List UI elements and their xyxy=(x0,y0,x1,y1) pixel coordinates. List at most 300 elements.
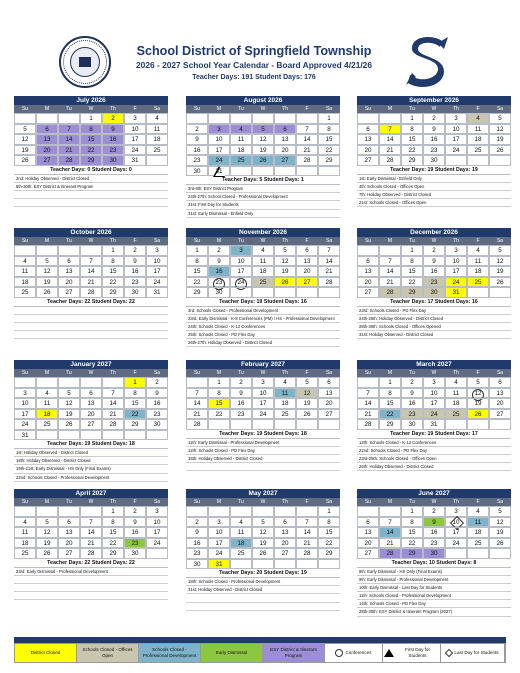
month-note: 12th: Schools Closed - K-12 Conferences xyxy=(357,439,511,447)
day-cell: 13 xyxy=(357,134,379,145)
day-cell: 25 xyxy=(36,419,58,430)
empty-cell xyxy=(445,419,467,430)
day-cell: 15 xyxy=(124,398,146,409)
day-cell: 11 xyxy=(445,388,467,399)
empty-cell xyxy=(489,548,511,559)
district-name: School District of Springfield Township xyxy=(136,44,372,58)
empty-cell xyxy=(357,506,379,517)
day-cell: 4 xyxy=(467,113,489,124)
day-cell: 21 xyxy=(102,409,124,420)
day-cell: 11 xyxy=(146,124,168,135)
weekday-header xyxy=(14,105,168,113)
weekday-label: Th xyxy=(110,499,116,505)
month-june-2027 xyxy=(357,489,511,617)
empty-cell xyxy=(274,287,296,298)
day-cell: 15 xyxy=(80,134,102,145)
month-title: January 2027 xyxy=(14,360,168,369)
month-title: July 2026 xyxy=(14,96,168,105)
month-note: 15th: Holiday Observed - District Closed xyxy=(186,455,340,463)
day-cell: 28 xyxy=(102,419,124,430)
day-cell: 23 xyxy=(186,548,208,559)
day-cell: 4 xyxy=(230,517,252,528)
empty-cell xyxy=(208,506,230,517)
day-cell: 3 xyxy=(445,506,467,517)
day-cell: 16 xyxy=(146,398,168,409)
month-day-totals: Teacher Days: 10 Student Days: 8 xyxy=(357,559,511,568)
legend-label: Schools Closed - Offices Open xyxy=(82,647,133,658)
empty-cell xyxy=(296,287,318,298)
day-cell: 19 xyxy=(489,527,511,538)
day-cell: 14 xyxy=(318,256,340,267)
day-cell: 11 xyxy=(252,256,274,267)
day-cell: 3 xyxy=(445,245,467,256)
day-cell: 22 xyxy=(379,409,401,420)
legend xyxy=(14,643,506,663)
weekday-label: F xyxy=(476,106,480,112)
day-cell: 11 xyxy=(14,266,36,277)
day-cell: 29 xyxy=(318,155,340,166)
legend-label: Last Day for Students xyxy=(454,650,499,655)
weekday-label: F xyxy=(133,106,137,112)
day-cell: 25 xyxy=(230,155,252,166)
empty-cell xyxy=(230,559,252,570)
day-cell: 13 xyxy=(489,388,511,399)
month-note: 31st: Holiday Observed - District Closed xyxy=(357,331,511,339)
day-cell: 27 xyxy=(489,409,511,420)
weekday-label: Su xyxy=(193,370,201,376)
empty-cell xyxy=(80,430,102,441)
diamond-icon xyxy=(445,649,453,657)
empty-cell xyxy=(445,155,467,166)
day-cell: 20 xyxy=(274,145,296,156)
day-cell: 22 xyxy=(318,538,340,549)
district-s-logo xyxy=(404,33,450,89)
day-cell: 2 xyxy=(124,506,146,517)
weekday-label: Th xyxy=(282,370,288,376)
empty-cell xyxy=(274,506,296,517)
month-title: December 2026 xyxy=(357,228,511,237)
day-cell: 31 xyxy=(14,430,36,441)
day-cell: 24 xyxy=(445,538,467,549)
month-note: 22nd: Schools Closed - Professional Development xyxy=(14,474,168,482)
empty-cell xyxy=(357,113,379,124)
day-cell: 24 xyxy=(208,155,230,166)
day-grid xyxy=(357,506,511,559)
month-note: 28th-30th: Schools Closed - Offices Opened xyxy=(357,323,511,331)
day-cell: 24 xyxy=(230,277,252,288)
day-cell: 20 xyxy=(36,145,58,156)
month-note: 23rd: Early Dismissal - Professional Development xyxy=(14,568,168,576)
weekday-label: W xyxy=(260,106,266,112)
empty-cell xyxy=(208,419,230,430)
day-cell: 23 xyxy=(186,155,208,166)
month-note: 18th: Schools Closed - Professional Development xyxy=(186,578,340,586)
month-note: 31st: Early Dismissal - Enfield Only xyxy=(186,210,340,218)
day-cell: 23 xyxy=(208,277,230,288)
day-cell: 6 xyxy=(318,377,340,388)
day-cell: 3 xyxy=(208,517,230,528)
day-cell: 29 xyxy=(186,287,208,298)
day-cell: 22 xyxy=(186,277,208,288)
weekday-label: M xyxy=(216,499,222,505)
day-cell: 17 xyxy=(124,134,146,145)
weekday-label: Tu xyxy=(409,499,415,505)
legend-label: ESY District & Itinerant Program xyxy=(270,647,317,658)
empty-cell xyxy=(230,287,252,298)
month-august-2026 xyxy=(186,96,340,218)
day-cell: 24 xyxy=(252,409,274,420)
day-cell: 3 xyxy=(124,113,146,124)
day-cell: 16 xyxy=(423,134,445,145)
calendar-header xyxy=(0,0,520,92)
empty-cell xyxy=(467,287,489,298)
day-cell: 12 xyxy=(467,388,489,399)
empty-cell xyxy=(252,506,274,517)
day-cell: 7 xyxy=(296,517,318,528)
day-cell: 9 xyxy=(146,388,168,399)
month-title: November 2026 xyxy=(186,228,340,237)
weekday-label: M xyxy=(44,238,50,244)
month-note xyxy=(14,307,168,315)
month-april-2027 xyxy=(14,489,168,600)
day-cell: 30 xyxy=(208,287,230,298)
day-cell: 9 xyxy=(208,256,230,267)
day-cell: 31 xyxy=(124,155,146,166)
day-cell: 6 xyxy=(296,245,318,256)
day-cell: 22 xyxy=(124,409,146,420)
month-note: 1st: Holiday Observed - District Closed xyxy=(14,449,168,457)
day-cell: 22 xyxy=(318,145,340,156)
month-note: 11th: Schools Closed - Professional Development xyxy=(357,592,511,600)
day-cell: 30 xyxy=(423,548,445,559)
empty-cell xyxy=(58,506,80,517)
day-cell: 3 xyxy=(146,506,168,517)
day-cell: 21 xyxy=(80,538,102,549)
day-cell: 25 xyxy=(445,409,467,420)
days-summary: Teacher Days: 191 Student Days: 176 xyxy=(192,74,316,81)
day-cell: 17 xyxy=(208,538,230,549)
day-cell: 12 xyxy=(489,124,511,135)
day-cell: 19 xyxy=(489,266,511,277)
day-cell: 23 xyxy=(423,145,445,156)
day-cell: 16 xyxy=(186,538,208,549)
day-cell: 10 xyxy=(146,256,168,267)
day-cell: 8 xyxy=(186,256,208,267)
month-note: 24th-27th: School Closed - Professional Development xyxy=(186,193,340,201)
day-cell: 30 xyxy=(186,559,208,570)
day-cell: 31 xyxy=(423,419,445,430)
weekday-label: Sa xyxy=(496,370,504,376)
day-cell: 24 xyxy=(146,538,168,549)
day-cell: 19 xyxy=(252,145,274,156)
day-cell: 21 xyxy=(58,145,80,156)
month-note xyxy=(14,191,168,199)
day-cell: 2 xyxy=(423,113,445,124)
day-cell: 26 xyxy=(296,409,318,420)
day-cell: 27 xyxy=(274,155,296,166)
month-day-totals: Teacher Days: 19 Student Days: 16 xyxy=(186,298,340,307)
month-note xyxy=(186,594,340,602)
day-cell: 15 xyxy=(102,266,124,277)
day-cell: 27 xyxy=(357,155,379,166)
day-cell: 17 xyxy=(445,134,467,145)
day-cell: 9 xyxy=(124,517,146,528)
empty-cell xyxy=(208,113,230,124)
day-cell: 10 xyxy=(124,124,146,135)
empty-cell xyxy=(146,430,168,441)
weekday-label: Su xyxy=(193,106,201,112)
day-cell: 21 xyxy=(296,538,318,549)
day-cell: 16 xyxy=(124,527,146,538)
day-cell: 27 xyxy=(36,155,58,166)
day-cell: 17 xyxy=(146,527,168,538)
weekday-header xyxy=(186,237,340,245)
weekday-header xyxy=(357,237,511,245)
empty-cell xyxy=(318,419,340,430)
day-cell: 5 xyxy=(489,245,511,256)
day-cell: 22 xyxy=(80,145,102,156)
day-cell: 10 xyxy=(14,398,36,409)
day-cell: 4 xyxy=(467,506,489,517)
day-cell: 5 xyxy=(489,506,511,517)
day-cell: 12 xyxy=(274,256,296,267)
weekday-label: M xyxy=(216,370,222,376)
day-cell: 25 xyxy=(14,287,36,298)
empty-cell xyxy=(80,377,102,388)
day-cell: 1 xyxy=(318,506,340,517)
day-cell: 4 xyxy=(445,377,467,388)
day-cell: 16 xyxy=(230,398,252,409)
empty-cell xyxy=(252,166,274,177)
empty-cell xyxy=(274,419,296,430)
empty-cell xyxy=(296,166,318,177)
day-cell: 16 xyxy=(423,527,445,538)
weekday-label: Sa xyxy=(496,106,504,112)
weekday-header xyxy=(357,105,511,113)
day-cell: 13 xyxy=(36,134,58,145)
day-cell: 18 xyxy=(467,134,489,145)
day-cell: 15 xyxy=(186,266,208,277)
day-cell: 30 xyxy=(124,548,146,559)
day-cell: 26 xyxy=(467,409,489,420)
month-december-2026 xyxy=(357,228,511,339)
day-cell: 17 xyxy=(445,527,467,538)
day-cell: 27 xyxy=(80,419,102,430)
day-cell: 2 xyxy=(230,377,252,388)
day-cell: 20 xyxy=(296,266,318,277)
day-cell: 13 xyxy=(357,527,379,538)
weekday-label: W xyxy=(88,238,94,244)
day-cell: 11 xyxy=(230,134,252,145)
day-cell: 16 xyxy=(423,266,445,277)
day-cell: 29 xyxy=(401,548,423,559)
day-cell: 10 xyxy=(208,134,230,145)
empty-cell xyxy=(274,559,296,570)
weekday-label: M xyxy=(387,499,393,505)
day-cell: 22 xyxy=(401,145,423,156)
empty-cell xyxy=(14,506,36,517)
day-cell: 21 xyxy=(318,266,340,277)
day-cell: 4 xyxy=(14,517,36,528)
empty-cell xyxy=(318,166,340,177)
day-cell: 2 xyxy=(401,377,423,388)
month-note: 24th-25th: Holiday Observed - District Closed xyxy=(357,315,511,323)
day-cell: 1 xyxy=(80,113,102,124)
day-grid xyxy=(186,506,340,569)
day-cell: 29 xyxy=(124,419,146,430)
empty-cell xyxy=(58,430,80,441)
day-cell: 12 xyxy=(252,527,274,538)
legend-label: Early Dismissal xyxy=(215,650,248,655)
month-note: 3rd: Schools Closed - Professional Development xyxy=(186,307,340,315)
day-cell: 30 xyxy=(102,155,124,166)
day-cell: 21 xyxy=(296,145,318,156)
day-cell: 30 xyxy=(401,419,423,430)
month-note: 22nd: Schools Closed - PD Flex Day xyxy=(357,447,511,455)
day-cell: 24 xyxy=(14,419,36,430)
day-cell: 10 xyxy=(146,517,168,528)
day-cell: 18 xyxy=(467,266,489,277)
weekday-label: F xyxy=(305,499,309,505)
day-cell: 4 xyxy=(146,113,168,124)
empty-cell xyxy=(296,559,318,570)
weekday-label: W xyxy=(88,499,94,505)
weekday-label: Su xyxy=(193,499,201,505)
day-cell: 24 xyxy=(208,548,230,559)
day-cell: 9 xyxy=(423,256,445,267)
day-cell: 4 xyxy=(252,245,274,256)
month-day-totals: Teacher Days: 19 Student Days: 19 xyxy=(357,166,511,175)
weekday-label: Su xyxy=(193,238,201,244)
day-cell: 6 xyxy=(274,124,296,135)
empty-cell xyxy=(230,113,252,124)
month-march-2027 xyxy=(357,360,511,471)
weekday-label: W xyxy=(431,238,437,244)
month-note xyxy=(14,584,168,592)
day-cell: 28 xyxy=(318,277,340,288)
day-cell: 10 xyxy=(208,527,230,538)
month-note: 10th: Early Dismissal - Last Day for Students xyxy=(357,584,511,592)
day-cell: 5 xyxy=(14,124,36,135)
day-cell: 6 xyxy=(58,256,80,267)
circle-icon xyxy=(335,649,343,657)
legend-item-fd xyxy=(383,644,441,662)
month-day-totals: Teacher Days: 0 Student Days: 0 xyxy=(14,166,168,175)
day-cell: 14 xyxy=(102,398,124,409)
day-cell: 1 xyxy=(379,377,401,388)
weekday-label: W xyxy=(260,238,266,244)
day-cell: 10 xyxy=(445,256,467,267)
month-note xyxy=(14,592,168,600)
empty-cell xyxy=(58,245,80,256)
day-cell: 14 xyxy=(379,134,401,145)
weekday-header xyxy=(14,498,168,506)
day-cell: 15 xyxy=(318,134,340,145)
day-cell: 27 xyxy=(357,287,379,298)
day-cell: 18 xyxy=(467,527,489,538)
day-cell: 10 xyxy=(423,388,445,399)
empty-cell xyxy=(186,506,208,517)
empty-cell xyxy=(252,419,274,430)
weekday-label: Th xyxy=(282,106,288,112)
day-cell: 31 xyxy=(445,287,467,298)
day-cell: 25 xyxy=(230,548,252,559)
month-title: May 2027 xyxy=(186,489,340,498)
day-cell: 21 xyxy=(357,409,379,420)
day-cell: 5 xyxy=(489,113,511,124)
month-note: 25th: Schools Closed - PD Flex Day xyxy=(186,331,340,339)
day-cell: 15 xyxy=(401,134,423,145)
weekday-label: W xyxy=(431,370,437,376)
day-cell: 6 xyxy=(36,124,58,135)
empty-cell xyxy=(14,113,36,124)
day-cell: 14 xyxy=(379,266,401,277)
month-note: 9th: Early Dismissal - Professional Development xyxy=(357,576,511,584)
day-cell: 11 xyxy=(14,527,36,538)
legend-item-dc xyxy=(15,644,77,662)
empty-cell xyxy=(357,377,379,388)
day-cell: 14 xyxy=(296,134,318,145)
empty-cell xyxy=(80,245,102,256)
month-note: 4th: Schools Closed - Offices Open xyxy=(357,183,511,191)
day-cell: 23 xyxy=(146,409,168,420)
day-cell: 30 xyxy=(146,419,168,430)
weekday-label: Sa xyxy=(153,238,161,244)
day-cell: 13 xyxy=(58,266,80,277)
day-grid xyxy=(14,377,168,440)
month-day-totals: Teacher Days: 17 Student Days: 16 xyxy=(357,298,511,307)
weekday-label: Sa xyxy=(325,370,333,376)
legend-item-es xyxy=(263,644,325,662)
day-cell: 27 xyxy=(274,548,296,559)
empty-cell xyxy=(274,166,296,177)
day-cell: 25 xyxy=(252,277,274,288)
day-cell: 20 xyxy=(357,538,379,549)
day-cell: 4 xyxy=(467,245,489,256)
weekday-label: W xyxy=(88,106,94,112)
weekday-header xyxy=(186,105,340,113)
day-cell: 18 xyxy=(36,409,58,420)
empty-cell xyxy=(230,419,252,430)
day-cell: 15 xyxy=(318,527,340,538)
legend-item-cf xyxy=(325,644,383,662)
month-note xyxy=(14,576,168,584)
day-cell: 5 xyxy=(252,124,274,135)
day-cell: 15 xyxy=(379,398,401,409)
day-cell: 25 xyxy=(274,409,296,420)
day-cell: 7 xyxy=(357,388,379,399)
day-cell: 16 xyxy=(186,145,208,156)
empty-cell xyxy=(489,287,511,298)
day-cell: 25 xyxy=(467,277,489,288)
day-cell: 26 xyxy=(58,419,80,430)
month-day-totals: Teacher Days: 22 Student Days: 22 xyxy=(14,298,168,307)
month-note: 14th: Schools Closed - PD Flex Day xyxy=(357,600,511,608)
month-note xyxy=(186,463,340,471)
weekday-label: M xyxy=(387,238,393,244)
day-cell: 15 xyxy=(102,527,124,538)
day-cell: 9 xyxy=(423,124,445,135)
day-cell: 18 xyxy=(445,398,467,409)
day-cell: 5 xyxy=(274,245,296,256)
weekday-label: F xyxy=(476,238,480,244)
day-cell: 29 xyxy=(80,155,102,166)
day-cell: 15 xyxy=(401,266,423,277)
day-cell: 19 xyxy=(467,398,489,409)
day-cell: 26 xyxy=(274,277,296,288)
day-cell: 20 xyxy=(274,538,296,549)
day-cell: 8 xyxy=(401,124,423,135)
